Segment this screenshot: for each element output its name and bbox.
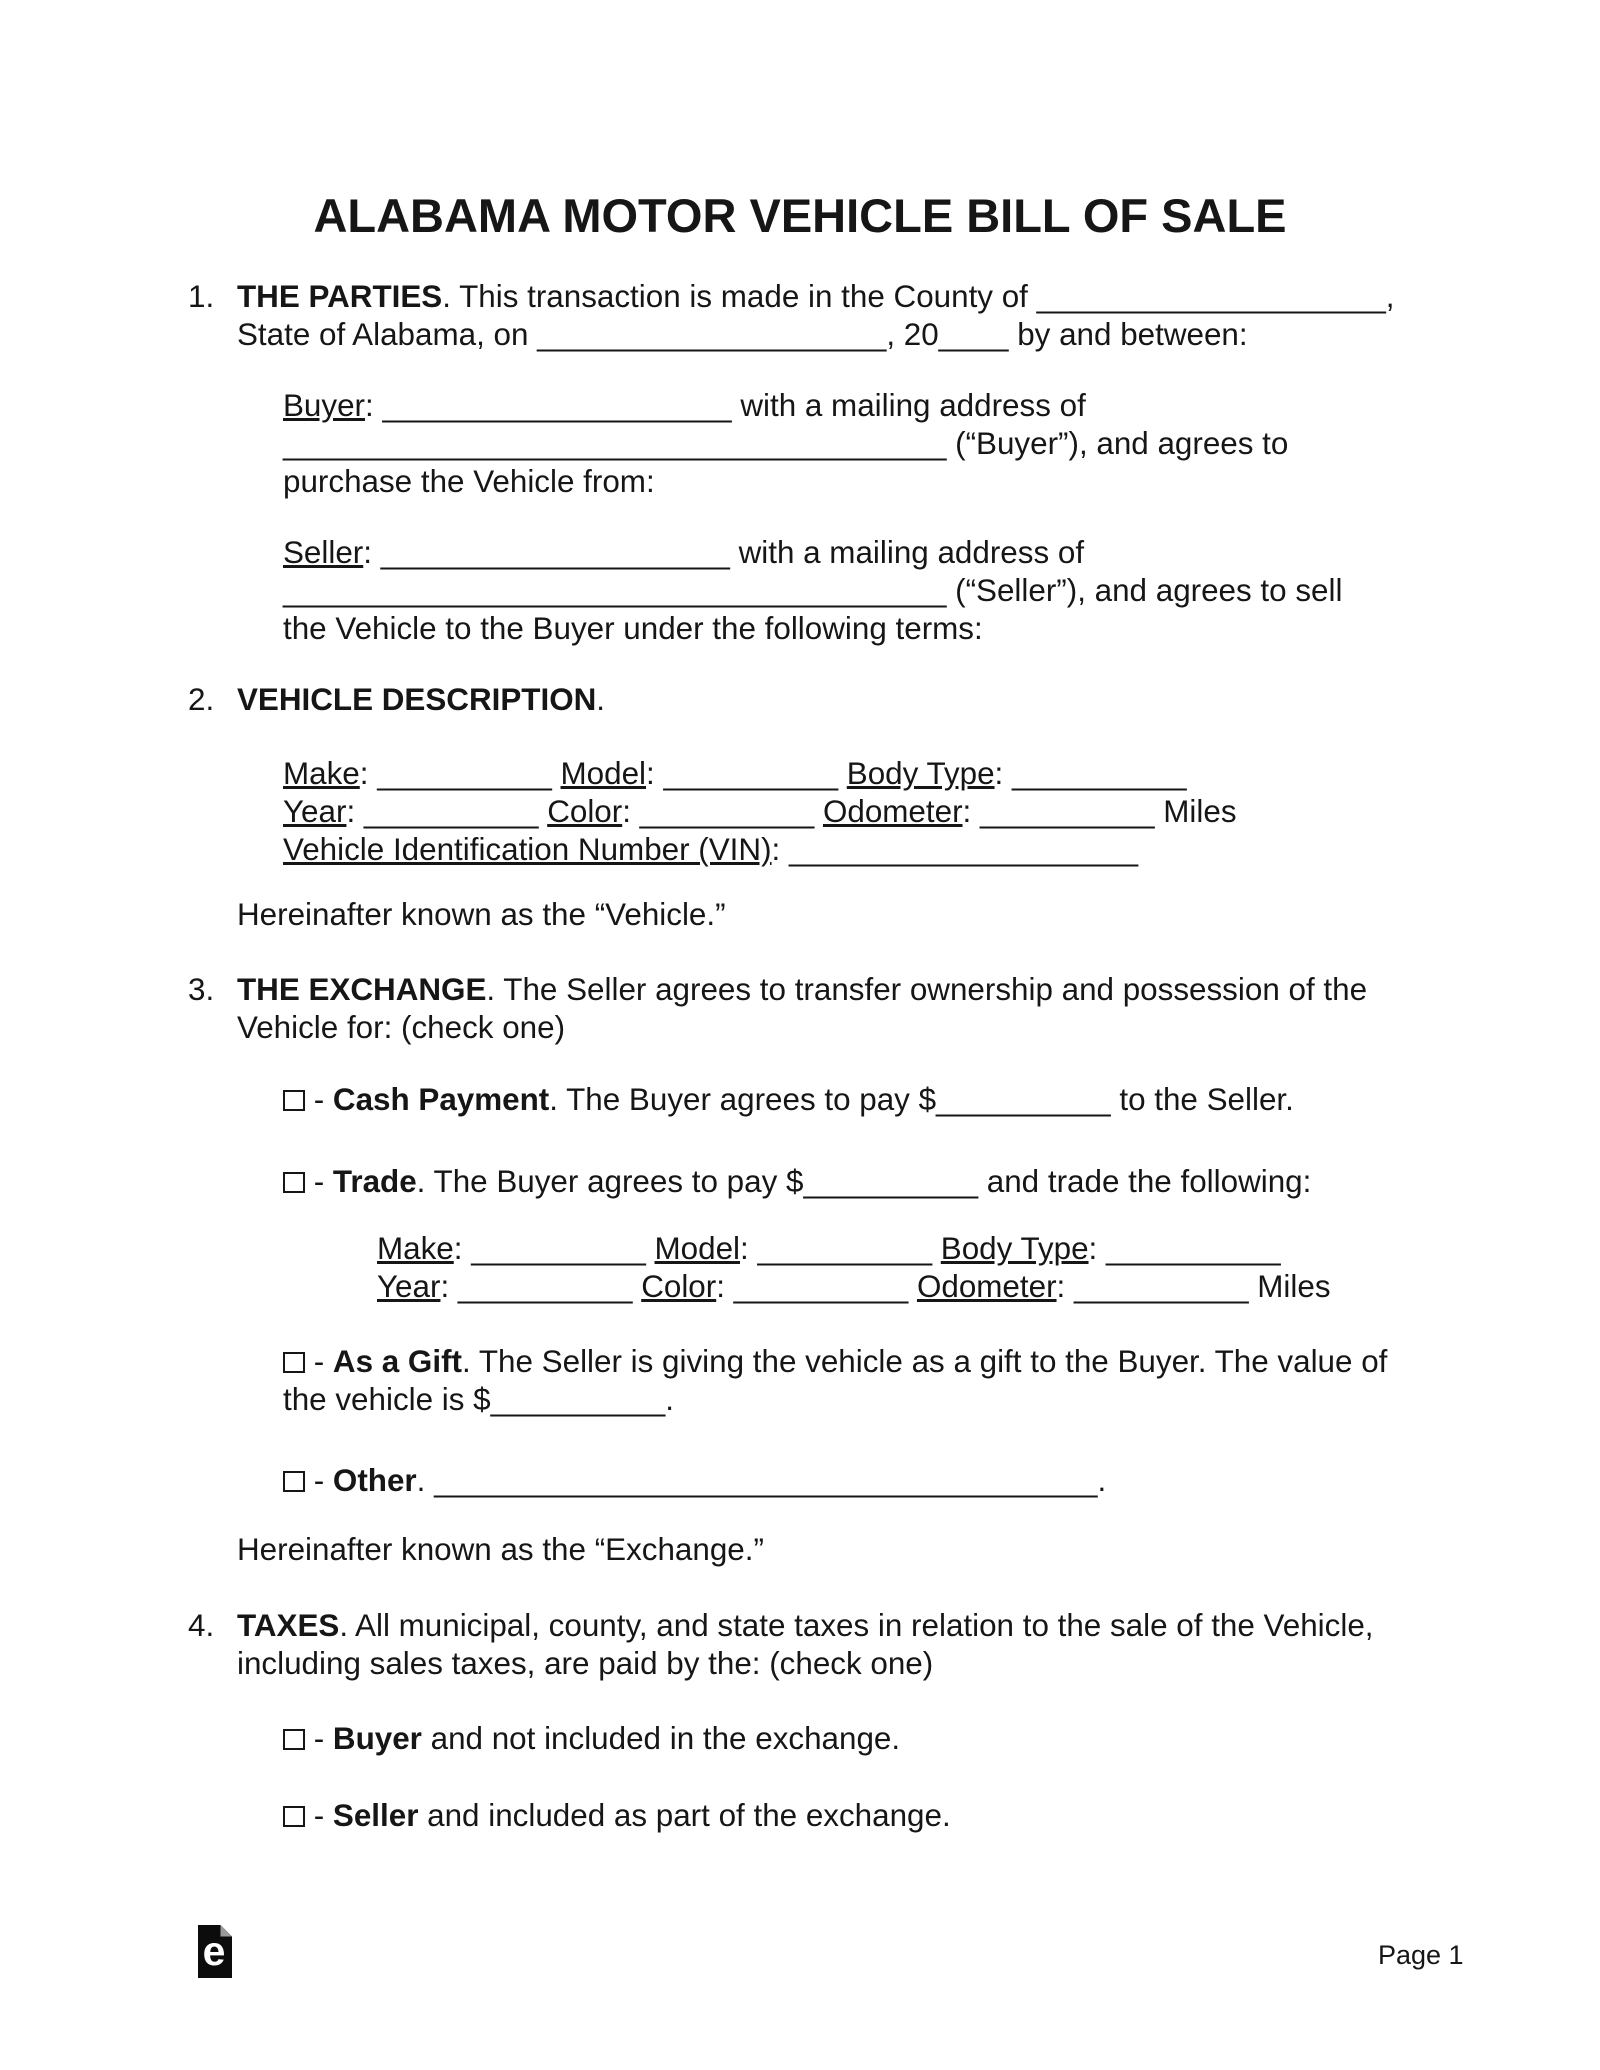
taxes-seller-option-line-1 bbox=[283, 1797, 951, 1835]
text-run: : ____________________ with a mailing address of bbox=[363, 535, 1085, 570]
text-run: and not included in the exchange. bbox=[421, 1721, 901, 1756]
text-run: Hereinafter known as the “Exchange.” bbox=[237, 1532, 764, 1567]
gift-option bbox=[283, 1343, 1387, 1419]
bold-term: TAXES bbox=[237, 1608, 340, 1643]
text-run: . This transaction is made in the County of ____________________, bbox=[442, 279, 1395, 314]
text-run: . The Seller agrees to transfer ownership and possession of the bbox=[486, 972, 1368, 1007]
bold-term: Other bbox=[332, 1463, 417, 1498]
text-run: : ____________________ with a mailing address of bbox=[365, 388, 1086, 423]
buyer-paragraph bbox=[283, 387, 1288, 501]
buyer-paragraph-line-2 bbox=[283, 425, 1288, 463]
section-4-taxes-line-1 bbox=[188, 1607, 1374, 1645]
taxes-buyer-option bbox=[283, 1720, 900, 1758]
vehicle-alias-note-line-1 bbox=[237, 896, 726, 934]
underlined-field-label: Seller bbox=[283, 535, 364, 570]
seller-paragraph-line-2 bbox=[283, 572, 1342, 610]
vehicle-description-fields-line-3 bbox=[283, 831, 1237, 869]
vehicle-description-fields bbox=[283, 755, 1237, 869]
checkbox-icon[interactable] bbox=[283, 1352, 305, 1373]
exchange-alias-note bbox=[237, 1531, 764, 1569]
text-run: : __________ bbox=[994, 756, 1187, 791]
underlined-field-label: Model bbox=[560, 756, 647, 791]
seller-paragraph bbox=[283, 534, 1342, 648]
document-title: ALABAMA MOTOR VEHICLE BILL OF SALE bbox=[313, 189, 1287, 242]
checkbox-icon[interactable] bbox=[283, 1729, 305, 1750]
text-run: - bbox=[305, 1344, 333, 1379]
checkbox-icon[interactable] bbox=[283, 1172, 305, 1193]
underlined-field-label: Odometer bbox=[916, 1269, 1057, 1304]
checkbox-icon[interactable] bbox=[283, 1471, 305, 1492]
vehicle-description-fields-line-2 bbox=[283, 793, 1237, 831]
text-run: : ____________________ bbox=[771, 832, 1139, 867]
text-run: : __________ bbox=[453, 1231, 655, 1266]
trade-option-line-1 bbox=[283, 1163, 1311, 1201]
section-3-the-exchange bbox=[188, 971, 1368, 1047]
text-run: Vehicle for: (check one) bbox=[237, 1010, 566, 1045]
text-run: : __________ bbox=[346, 794, 548, 829]
section-2-vehicle-description bbox=[188, 681, 606, 719]
cash-payment-option-line-1 bbox=[283, 1081, 1294, 1119]
text-run: . The Seller is giving the vehicle as a gift to the Buyer. The value of bbox=[461, 1344, 1388, 1379]
bold-term: Cash Payment bbox=[332, 1082, 550, 1117]
text-run: and included as part of the exchange. bbox=[418, 1798, 951, 1833]
seller-paragraph-line-1 bbox=[283, 534, 1342, 572]
list-number: 3. bbox=[188, 972, 215, 1007]
text-run: - bbox=[305, 1721, 333, 1756]
underlined-field-label: Buyer bbox=[283, 388, 366, 423]
text-run: . ______________________________________. bbox=[416, 1463, 1107, 1498]
underlined-field-label: Body Type bbox=[846, 756, 995, 791]
underlined-field-label: Model bbox=[654, 1231, 741, 1266]
underlined-field-label: Color bbox=[641, 1269, 717, 1304]
underlined-field-label: Make bbox=[377, 1231, 454, 1266]
section-4-taxes bbox=[188, 1607, 1374, 1683]
eforms-logo bbox=[198, 1925, 232, 1978]
exchange-alias-note-line-1 bbox=[237, 1531, 764, 1569]
bold-term: Seller bbox=[332, 1798, 419, 1833]
section-4-taxes-line-2 bbox=[237, 1645, 1374, 1683]
section-2-vehicle-description-line-1 bbox=[188, 681, 606, 719]
text-run: : __________ bbox=[359, 756, 561, 791]
text-run: . The Buyer agrees to pay $__________ and trade the following: bbox=[416, 1164, 1312, 1199]
text-run: - bbox=[305, 1164, 333, 1199]
text-run: purchase the Vehicle from: bbox=[283, 464, 655, 499]
text-run: the Vehicle to the Buyer under the following terms: bbox=[283, 611, 983, 646]
bold-term: Trade bbox=[332, 1164, 417, 1199]
cash-payment-option bbox=[283, 1081, 1294, 1119]
taxes-buyer-option-line-1 bbox=[283, 1720, 900, 1758]
list-number: 2. bbox=[188, 682, 215, 717]
other-option-line-1 bbox=[283, 1462, 1106, 1500]
bold-term: VEHICLE DESCRIPTION bbox=[237, 682, 597, 717]
text-run: ______________________________________ (“Seller”), and agrees to sell bbox=[283, 573, 1343, 608]
list-number: 1. bbox=[188, 279, 215, 314]
underlined-field-label: Year bbox=[377, 1269, 441, 1304]
buyer-paragraph-line-1 bbox=[283, 387, 1288, 425]
section-1-the-parties-line-2 bbox=[237, 316, 1395, 354]
other-option bbox=[283, 1462, 1106, 1500]
underlined-field-label: Year bbox=[283, 794, 347, 829]
trade-option bbox=[283, 1163, 1311, 1201]
text-run: - bbox=[305, 1463, 333, 1498]
bold-term: THE EXCHANGE bbox=[237, 972, 487, 1007]
underlined-field-label: Odometer bbox=[822, 794, 963, 829]
trade-vehicle-fields-line-1 bbox=[377, 1230, 1331, 1268]
text-run: ______________________________________ (“Buyer”), and agrees to bbox=[283, 426, 1289, 461]
vehicle-alias-note bbox=[237, 896, 726, 934]
buyer-paragraph-line-3 bbox=[283, 463, 1288, 501]
seller-paragraph-line-3 bbox=[283, 610, 1342, 648]
section-1-the-parties-line-1 bbox=[188, 278, 1395, 316]
logo-letter: e bbox=[202, 1928, 226, 1974]
text-run: : __________ bbox=[740, 1231, 941, 1266]
gift-option-line-2 bbox=[283, 1381, 1387, 1419]
gift-option-line-1 bbox=[283, 1343, 1387, 1381]
checkbox-icon[interactable] bbox=[283, 1090, 305, 1111]
text-run: : __________ bbox=[716, 1269, 917, 1304]
section-3-the-exchange-line-1 bbox=[188, 971, 1368, 1009]
text-run: . All municipal, county, and state taxes in relation to the sale of the Vehicle, bbox=[339, 1608, 1374, 1643]
text-run: - bbox=[305, 1082, 333, 1117]
underlined-field-label: Vehicle Identification Number (VIN) bbox=[283, 832, 772, 867]
list-number: 4. bbox=[188, 1608, 215, 1643]
text-run: : __________ bbox=[646, 756, 847, 791]
bold-term: As a Gift bbox=[332, 1344, 462, 1379]
text-run: . bbox=[596, 682, 606, 717]
trade-vehicle-fields bbox=[377, 1230, 1331, 1306]
text-run: - bbox=[305, 1798, 333, 1833]
text-run: : __________ Miles bbox=[962, 794, 1237, 829]
underlined-field-label: Color bbox=[547, 794, 623, 829]
text-run: : __________ Miles bbox=[1056, 1269, 1331, 1304]
section-1-the-parties bbox=[188, 278, 1395, 354]
checkbox-icon[interactable] bbox=[283, 1806, 305, 1827]
bold-term: Buyer bbox=[332, 1721, 422, 1756]
text-run: : __________ bbox=[1088, 1231, 1281, 1266]
text-run: the vehicle is $__________. bbox=[283, 1382, 674, 1417]
bold-term: THE PARTIES bbox=[237, 279, 443, 314]
section-3-the-exchange-line-2 bbox=[237, 1009, 1367, 1047]
text-run: . The Buyer agrees to pay $__________ to the Seller. bbox=[549, 1082, 1294, 1117]
text-run: Hereinafter known as the “Vehicle.” bbox=[237, 897, 726, 932]
text-run: State of Alabama, on ____________________, 20____ by and between: bbox=[237, 317, 1248, 352]
taxes-seller-option bbox=[283, 1797, 951, 1835]
trade-vehicle-fields-line-2 bbox=[377, 1268, 1331, 1306]
underlined-field-label: Body Type bbox=[940, 1231, 1089, 1266]
text-run: : __________ bbox=[440, 1269, 642, 1304]
text-run: including sales taxes, are paid by the: (check one) bbox=[237, 1646, 934, 1681]
page-number: Page 1 bbox=[1378, 1940, 1464, 1970]
underlined-field-label: Make bbox=[283, 756, 360, 791]
text-run: : __________ bbox=[622, 794, 823, 829]
vehicle-description-fields-line-1 bbox=[283, 755, 1237, 793]
